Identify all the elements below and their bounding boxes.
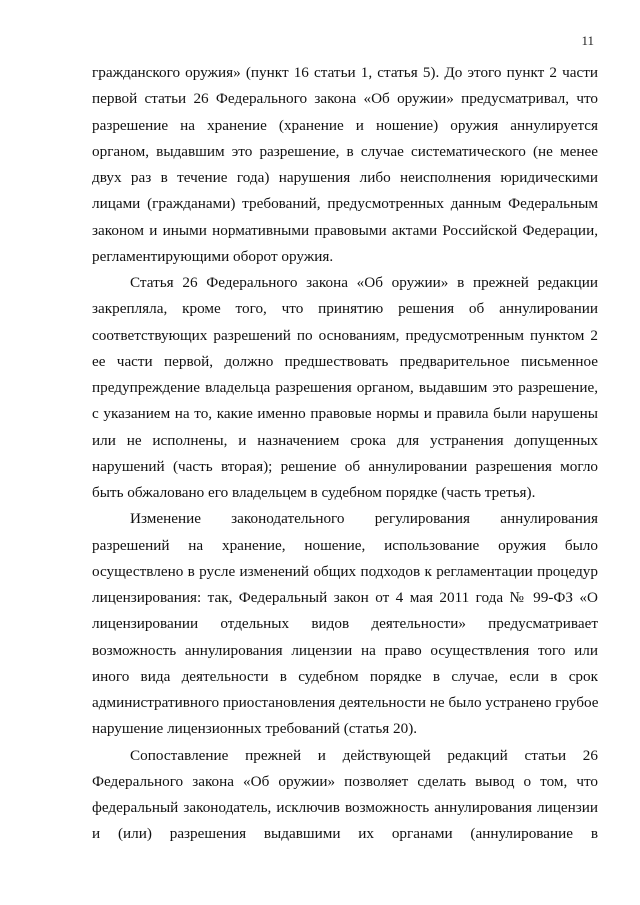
text-line: федеральный законодатель, исключив возможность аннулирования лицензии [92,799,598,816]
text-line: или не исполнены, и назначением срока для устранения допущенных [92,431,598,449]
text-line: гражданского оружия» (пункт 16 статьи 1, статья 5). До этого пункт 2 части [92,64,598,81]
text-line: разрешение на хранение (хранение и ношение) оружия аннулируется [92,116,598,134]
text-line: регламентирующими оборот оружия. [92,247,334,265]
text-line: иного вида деятельности в судебном порядке в случае, если в срок [92,667,598,685]
text-line: нарушение лицензионных требований (статья 20). [92,720,418,738]
text-line: нарушений (часть вторая); решение об аннулировании разрешения могло [92,457,598,475]
text-line: соответствующих разрешений по основаниям, предусмотренным пунктом 2 [92,326,598,344]
text-line: первой статьи 26 Федерального закона «Об оружии» предусматривал, что [92,90,598,108]
text-line: Статья 26 Федерального закона «Об оружии» в прежней редакции [130,274,598,291]
text-line: лицами (гражданами) требований, предусмотренных данным Федеральным [92,195,598,213]
text-line: предупреждение владельца разрешения органом, выдавшим это разрешение, [92,379,598,396]
text-line: быть обжаловано его владельцем в судебном порядке (часть третья). [92,484,536,501]
text-line: с указанием на то, какие именно правовые нормы и правила были нарушены [92,405,598,423]
text-line: административного приостановления деятельности не было устранено грубое [92,694,598,711]
text-line: осуществлено в русле изменений общих подходов к регламентации процедур [92,562,598,580]
text-line: лицензирования: так, Федеральный закон от 4 мая 2011 года № 99-ФЗ «О [92,589,598,606]
text-line: органом, выдавшим это разрешение, в случае систематического (не менее [92,142,598,160]
text-line: ее части первой, должно предшествовать предварительное письменное [92,352,598,370]
text-line: законом и иными нормативными правовыми актами Российской Федерации, [92,221,598,239]
text-line: двух раз в течение года) нарушения либо неисполнения юридическими [92,169,598,186]
body-text [92,60,598,848]
text-line: закрепляла, кроме того, что принятию решения об аннулировании [92,300,598,318]
page-number: 11 [581,33,594,48]
text-line: Федерального закона «Об оружии» позволяет сделать вывод о том, что [92,772,598,790]
text-line: Изменение законодательного регулирования аннулирования [130,510,598,528]
text-line: разрешений на хранение, ношение, использование оружия было [92,536,598,554]
text-line: Сопоставление прежней и действующей редакций статьи 26 [130,746,598,764]
text-line: возможность аннулирования лицензии на право осуществления того или [92,641,598,659]
text-line: и (или) разрешения выдавшими их органами (аннулирование в [92,825,598,843]
text-line: лицензировании отдельных видов деятельности» предусматривает [92,615,598,633]
